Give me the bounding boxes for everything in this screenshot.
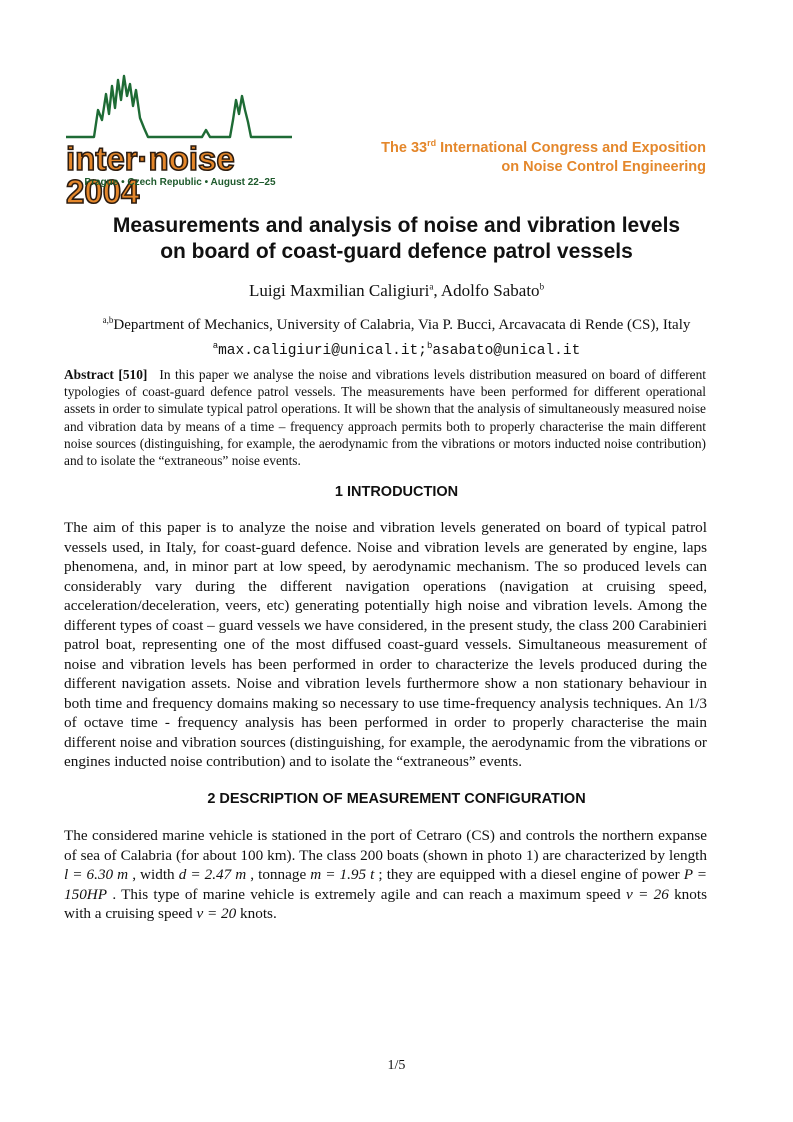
section-heading-introduction: 1 INTRODUCTION xyxy=(334,484,459,500)
congress-header xyxy=(381,139,706,177)
skyline-logo-icon xyxy=(64,70,294,142)
email-link-2[interactable]: asabato@unical.it xyxy=(432,342,581,359)
math-cruising-speed: v = 20 xyxy=(196,905,237,922)
measurement-configuration-paragraph: The considered marine vehicle is stationed in the port of Cetraro (CS) and controls the northern expanse of sea of Calabria (for about 100 km). The class 200 boats (shown in photo 1) are characterized by length l = 6.30 m , width d = 2.47 m , tonnage m = 1.95 t ; they are equipped with a diesel engine of power P = 150HP . This type of marine vehicle is extremely agile and can reach a maximum speed v = 26 knots with a cruising speed v = 20 knots. xyxy=(64,827,708,922)
logo-wordmark: inter·noise 2004 xyxy=(66,140,235,210)
introduction-paragraph: The aim of this paper is to analyze the noise and vibration levels generated on board of typical patrol vessels used, in Italy, for coast-guard defence. Noise and vibration levels are generated by engine, laps phenomena, and, in minor part at low speed, by aerodynamic mechanism. The so produced levels can considerably vary during the different navigation operations (navigation at cruising speed, acceleration/deceleration, veers, etc) generating potentially high noise and vibration levels. Among the different types of coast – guard vessels we have considered, in the present study, the class 200 Carabinieri patrol boat, representing one of the most diffused coast-guard vessels. Simultaneous measurement of noise and vibration levels has been performed in order to characterize the levels produced during the different navigation assets. Noise and vibration levels furthermore show a non stationary behaviour in both time and frequency domains making so necessary to use time-frequency analysis techniques. An 1/3 of octave time - frequency analysis has been performed in order to properly characterise the main different noise and vibration sources (distinguishing, for example, the aerodynamic from the vibrations or engines inducted noise contribution) and to isolate the “extraneous” events. xyxy=(64,519,707,770)
conference-logo xyxy=(64,70,294,210)
math-length: l = 6.30 m xyxy=(64,866,129,883)
affiliation: $^{a,b}$Department of Mechanics, University of Calabria, Via P. Bucci, Arcavacata di Rende (CS), Italy xyxy=(102,315,691,333)
math-max-speed: v = 26 xyxy=(626,885,669,903)
paper-title: Measurements and analysis of noise and vibration levels on board of coast-guard defence patrol vessels xyxy=(112,214,681,263)
abstract-label: Abstract [510] xyxy=(64,367,148,382)
math-power: P = 150HP xyxy=(64,866,708,903)
math-width: d = 2.47 m xyxy=(178,866,247,883)
author-list: Luigi Maxmilian Caligiuri$^a$, Adolfo Sabato$^b$ xyxy=(248,281,545,300)
math-tonnage: m = 1.95 t xyxy=(310,866,375,883)
author-emails: $^a$max.caligiuri@unical.it;$^b$asabato@unical.it xyxy=(212,341,581,359)
abstract-text: In this paper we analyse the noise and vibrations levels distribution measured on board of different typologies of coast-guard defence patrol vessels. The measurements have been performed for different operational assets in order to simulate typical patrol operations. It will be shown that the analysis of simultaneously measured noise and vibration data by means of a time – frequency approach permits both to properly characterise the main different noise sources (distinguishing, for example, the aerodynamic from the vibrations or motors inducted noise contribution) and to isolate the “extraneous” noise events. xyxy=(64,367,706,469)
email-link-1[interactable]: max.caligiuri@unical.it; xyxy=(218,342,427,359)
abstract xyxy=(64,366,706,469)
logo-subtitle: Prague • Czech Republic • August 22–25 xyxy=(84,177,276,188)
congress-line-2: on Noise Control Engineering xyxy=(501,159,706,175)
congress-line-1: The 33rd International Congress and Exposition xyxy=(381,138,706,156)
page-number: 1/5 xyxy=(387,1058,406,1073)
section-heading-measurement-configuration: 2 DESCRIPTION OF MEASUREMENT CONFIGURATION xyxy=(207,791,586,807)
